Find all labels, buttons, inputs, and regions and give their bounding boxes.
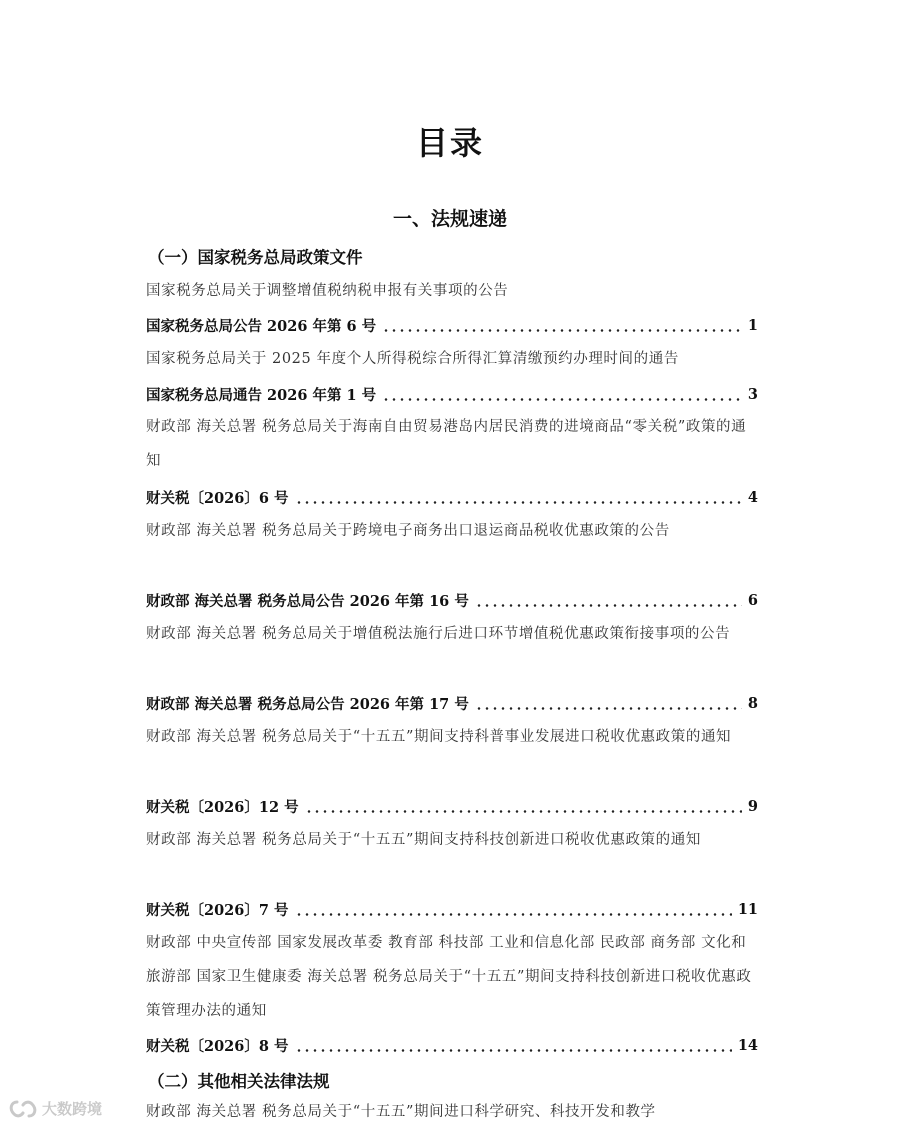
toc-entry-description: 财政部 海关总署 税务总局关于“十五五”期间支持科普事业发展进口税收优惠政策的通知 (146, 729, 732, 745)
logo-mark-icon (8, 1099, 38, 1119)
toc-entry-description: 财政部 海关总署 税务总局关于“十五五”期间支持科技创新进口税收优惠政策的通知 (146, 832, 701, 848)
toc-entry-link[interactable] (146, 480, 758, 514)
toc-entry-link[interactable] (146, 583, 758, 617)
toc-entry-description: 财政部 海关总署 税务总局关于海南自由贸易港岛内居民消费的进境商品“零关税”政策的通知 (146, 419, 747, 469)
toc-entry-reference: 财关税〔2026〕12 号 (146, 798, 299, 816)
dot-leader (475, 707, 742, 710)
toc-entry-description: 财政部 海关总署 税务总局关于增值税法施行后进口环节增值税优惠政策衔接事项的公告 (146, 626, 731, 642)
dot-leader (295, 1049, 732, 1052)
toc-entry-page-number: 1 (747, 316, 758, 334)
toc-entry-reference: 财关税〔2026〕7 号 (146, 901, 289, 919)
toc-entry-link[interactable] (146, 686, 758, 720)
toc-entry-link[interactable] (146, 1028, 758, 1062)
toc-entry-reference: 国家税务总局通告 2026 年第 1 号 (146, 386, 377, 404)
toc-entry-description: 国家税务总局关于 2025 年度个人所得税综合所得汇算清缴预约办理时间的通告 (146, 351, 679, 367)
toc-entry-reference: 财关税〔2026〕8 号 (146, 1037, 289, 1055)
toc-entry-link[interactable] (146, 892, 758, 926)
dot-leader (305, 810, 742, 813)
toc-entry-page-number: 9 (747, 797, 758, 815)
subsection-heading-tax-bureau: （一）国家税务总局政策文件 (148, 248, 363, 267)
toc-entry-page-number: 14 (737, 1036, 758, 1054)
toc-entry-description: 财政部 海关总署 税务总局关于跨境电子商务出口退运商品税收优惠政策的公告 (146, 523, 670, 539)
toc-entry-reference: 国家税务总局公告 2026 年第 6 号 (146, 317, 377, 335)
dot-leader (382, 398, 742, 401)
toc-entry-page-number: 4 (747, 488, 758, 506)
toc-entry-reference: 财政部 海关总署 税务总局公告 2026 年第 16 号 (146, 592, 469, 610)
dot-leader (295, 913, 732, 916)
toc-entry-page-number: 6 (747, 591, 758, 609)
toc-entry-link[interactable] (146, 789, 758, 823)
page-title: 目录 (415, 124, 484, 162)
toc-entry-description: 财政部 海关总署 税务总局关于“十五五”期间进口科学研究、科技开发和教学 (146, 1104, 656, 1120)
watermark-text: 大数跨境 (42, 1100, 103, 1118)
dot-leader (382, 329, 742, 332)
subsection-heading-other-laws: （二）其他相关法律法规 (148, 1072, 330, 1091)
toc-entry-page-number: 11 (737, 900, 758, 918)
watermark (8, 1098, 102, 1119)
section-heading: 一、法规速递 (392, 208, 507, 230)
toc-entry-link[interactable] (146, 377, 758, 411)
toc-entry-description: 财政部 中央宣传部 国家发展改革委 教育部 科技部 工业和信息化部 民政部 商务部 文化和旅游部 国家卫生健康委 海关总署 税务总局关于“十五五”期间支持科技创新进口税收优惠政策管理办法的通知 (146, 935, 752, 1019)
dot-leader (295, 501, 742, 504)
toc-entry-reference: 财政部 海关总署 税务总局公告 2026 年第 17 号 (146, 695, 469, 713)
dot-leader (475, 604, 742, 607)
toc-entry-link[interactable] (146, 308, 758, 342)
toc-entry-page-number: 3 (747, 385, 758, 403)
toc-entry-description: 国家税务总局关于调整增值税纳税申报有关事项的公告 (146, 283, 509, 299)
toc-entry-page-number: 8 (747, 694, 758, 712)
toc-entry-reference: 财关税〔2026〕6 号 (146, 489, 289, 507)
